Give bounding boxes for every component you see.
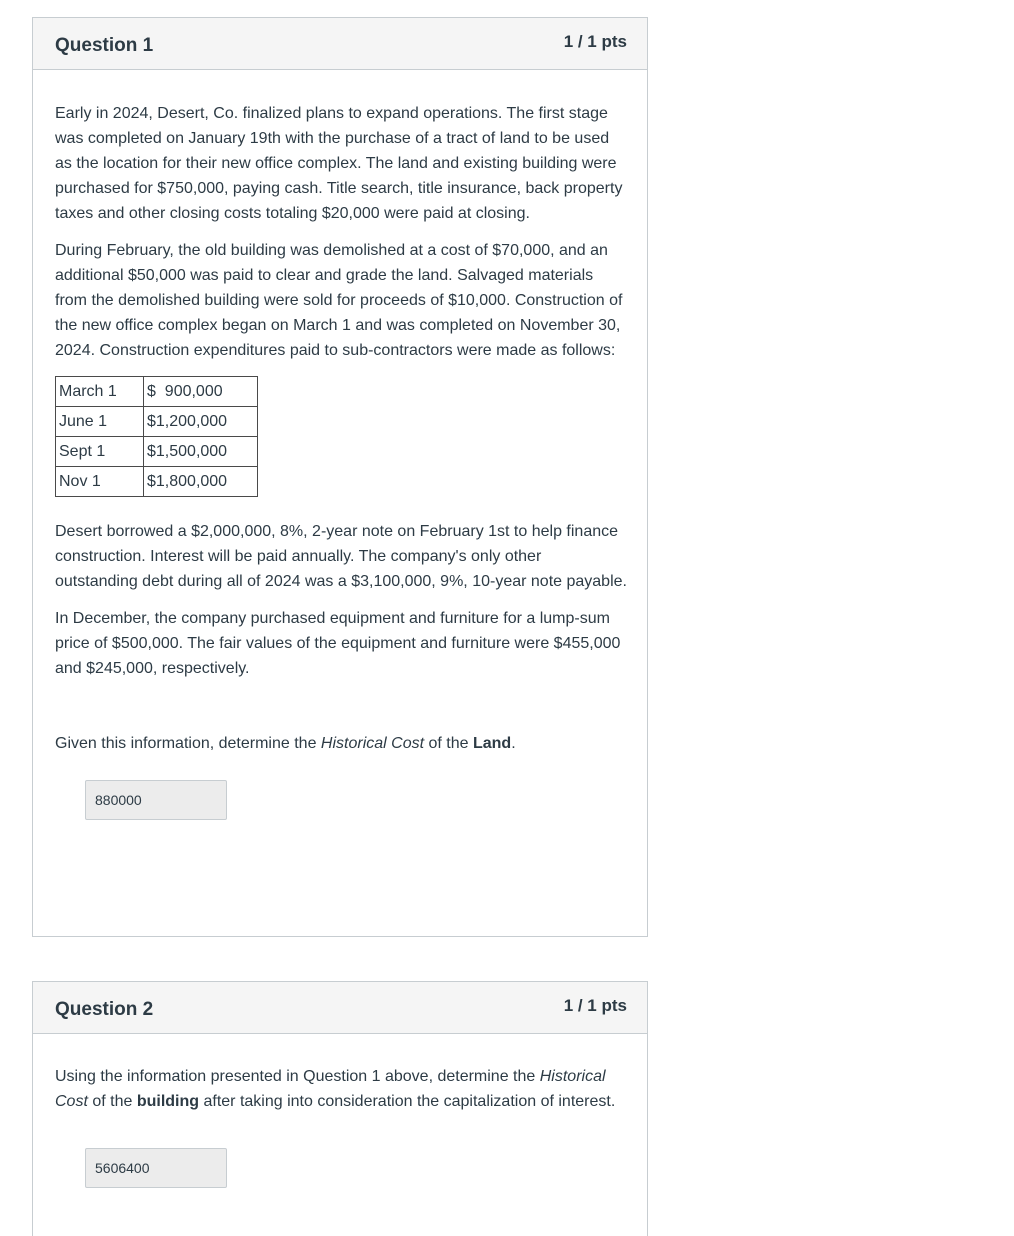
prompt-text: . — [511, 735, 516, 752]
expenditure-date: March 1 — [56, 377, 144, 407]
prompt-text: after taking into consideration the capitalization of interest. — [199, 1093, 616, 1110]
question-points: 1 / 1 pts — [563, 996, 627, 1015]
question-paragraph: Desert borrowed a $2,000,000, 8%, 2-year note on February 1st to help finance construction. Interest will be paid annually. The company's only other outstanding debt during all of 2024 was a $3,100,000, 9%, 10-year note payable. — [55, 523, 627, 590]
expenditure-date: Sept 1 — [56, 437, 144, 467]
question-prompt — [55, 731, 627, 756]
question-2-card — [32, 981, 648, 1236]
table-row — [56, 407, 258, 437]
prompt-strong: Land — [472, 735, 512, 752]
table-row — [56, 377, 258, 407]
expenditure-amount: $1,800,000 — [144, 467, 258, 497]
prompt-emphasis: Historical Cost — [320, 735, 425, 752]
question-text — [33, 1034, 647, 1188]
question-title: Question 2 — [55, 999, 154, 1020]
prompt-text: of the — [87, 1093, 137, 1110]
expenditure-date: Nov 1 — [56, 467, 144, 497]
expenditures-table — [55, 376, 258, 497]
question-header — [33, 18, 647, 70]
expenditure-amount: $1,500,000 — [144, 437, 258, 467]
answer-field: 880000 — [85, 780, 227, 820]
prompt-text: Given this information, determine the — [55, 735, 321, 752]
table-row — [56, 467, 258, 497]
prompt-strong: building — [136, 1093, 200, 1110]
question-prompt — [55, 1064, 627, 1114]
expenditure-date: June 1 — [56, 407, 144, 437]
table-row — [56, 437, 258, 467]
question-points: 1 / 1 pts — [563, 32, 627, 51]
prompt-text: Using the information presented in Question 1 above, determine the — [55, 1068, 540, 1085]
question-paragraph: During February, the old building was demolished at a cost of $70,000, and an additional $50,000 was paid to clear and grade the land. Salvaged materials from the demolished building were sold for proceeds of $10,000. Construction of the new office complex began on March 1 and was completed on November 30, 2024. Construction expenditures paid to sub-contractors were made as follows: — [55, 242, 623, 359]
prompt-text: of the — [424, 735, 473, 752]
question-paragraph: In December, the company purchased equipment and furniture for a lump-sum price of $500,000. The fair values of the equipment and furniture were $455,000 and $245,000, respectively. — [55, 610, 621, 677]
expenditure-amount: $ 900,000 — [144, 377, 258, 407]
question-1-card — [32, 17, 648, 937]
answer-field: 5606400 — [85, 1148, 227, 1188]
question-header — [33, 982, 647, 1034]
prompt-emphasis: Historical Cost — [55, 1068, 606, 1110]
question-text — [33, 70, 647, 820]
expenditure-amount: $1,200,000 — [144, 407, 258, 437]
question-title: Question 1 — [55, 35, 154, 56]
question-paragraph: Early in 2024, Desert, Co. finalized plans to expand operations. The first stage was completed on January 19th with the purchase of a tract of land to be used as the location for their new office complex. The land and existing building were purchased for $750,000, paying cash. Title search, title insurance, back property taxes and other closing costs totaling $20,000 were paid at closing. — [55, 105, 623, 222]
